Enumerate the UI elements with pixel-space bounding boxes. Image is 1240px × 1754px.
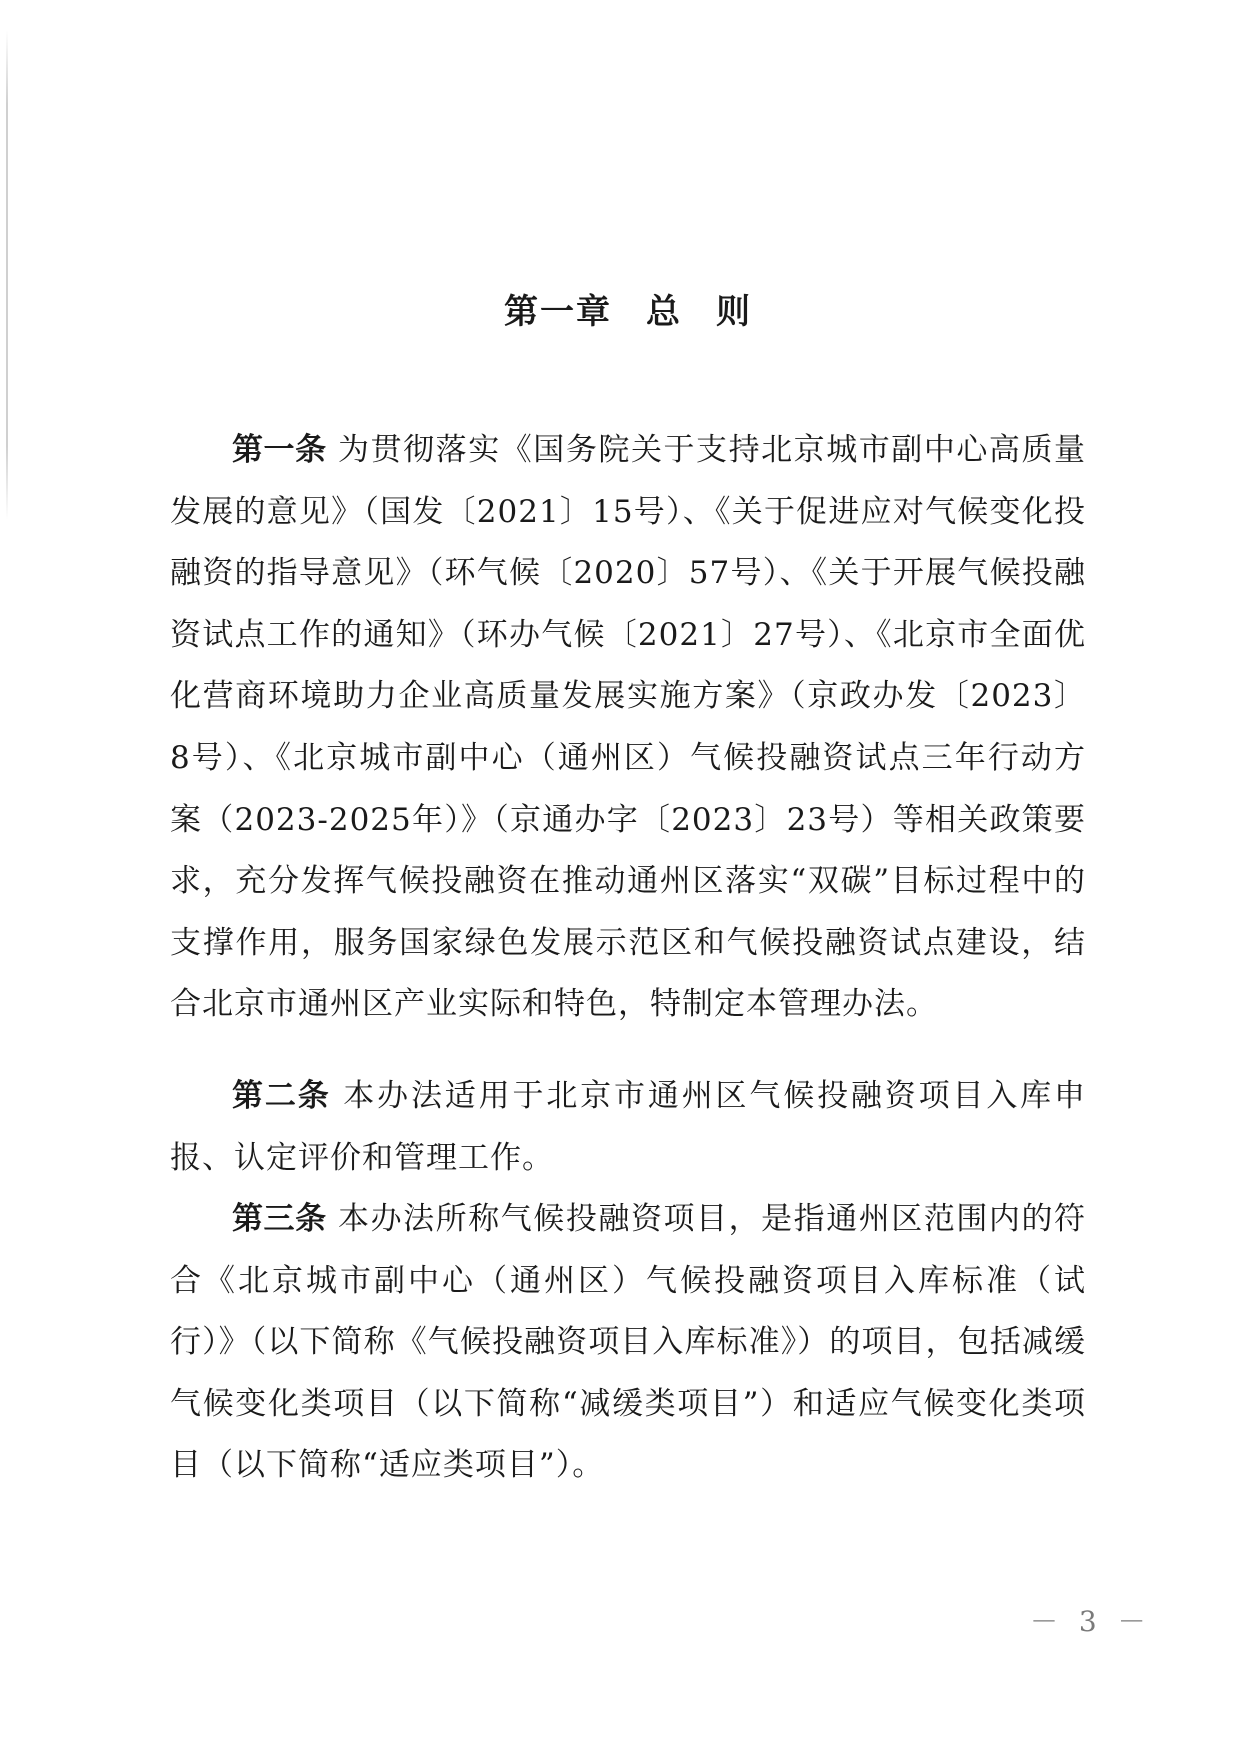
article-2 bbox=[170, 1066, 1086, 1189]
article-1 bbox=[170, 420, 1086, 1036]
article-3 bbox=[170, 1189, 1086, 1497]
article-2-label: 第二条 bbox=[232, 1078, 331, 1114]
page-number: － 3 － bbox=[1030, 1605, 1152, 1638]
chapter-name-char-2: 则 bbox=[716, 292, 752, 332]
chapter-name-char-1: 总 bbox=[646, 292, 682, 332]
chapter-title bbox=[170, 292, 1086, 332]
article-3-label: 第三条 bbox=[232, 1201, 327, 1237]
article-1-text: 为贯彻落实《国务院关于支持北京城市副中心高质量发展的意见》（国发〔2021〕15号）、《关于促进应对气候变化投融资的指导意见》（环气候〔2020〕57号）、《关于开展气候投融资试点工作的通知》（环办气候〔2021〕27号）、《北京市全面优化营商环境助力企业高质量发展实施方案》（京政办发〔2023〕8号）、《北京城市副中心（通州区）气候投融资试点三年行动方案（2023-2025年）》（京通办字〔2023〕23号）等相关政策要求，充分发挥气候投融资在推动通州区落实“双碳”目标过程中的支撑作用，服务国家绿色发展示范区和气候投融资试点建设，结合北京市通州区产业实际和特色，特制定本管理办法。 bbox=[170, 432, 1087, 1023]
scan-edge-shadow bbox=[6, 30, 8, 520]
article-1-label: 第一条 bbox=[232, 432, 327, 468]
article-2-text: 本办法适用于北京市通州区气候投融资项目入库申报、认定评价和管理工作。 bbox=[170, 1078, 1087, 1176]
article-3-text: 本办法所称气候投融资项目，是指通州区范围内的符合《北京城市副中心（通州区）气候投融资项目入库标准（试行）》（以下简称《气候投融资项目入库标准》）的项目，包括减缓气候变化类项目（以下简称“减缓类项目”）和适应气候变化类项目（以下简称“适应类项目”）。 bbox=[170, 1201, 1087, 1484]
chapter-number: 第一章 bbox=[504, 292, 612, 332]
